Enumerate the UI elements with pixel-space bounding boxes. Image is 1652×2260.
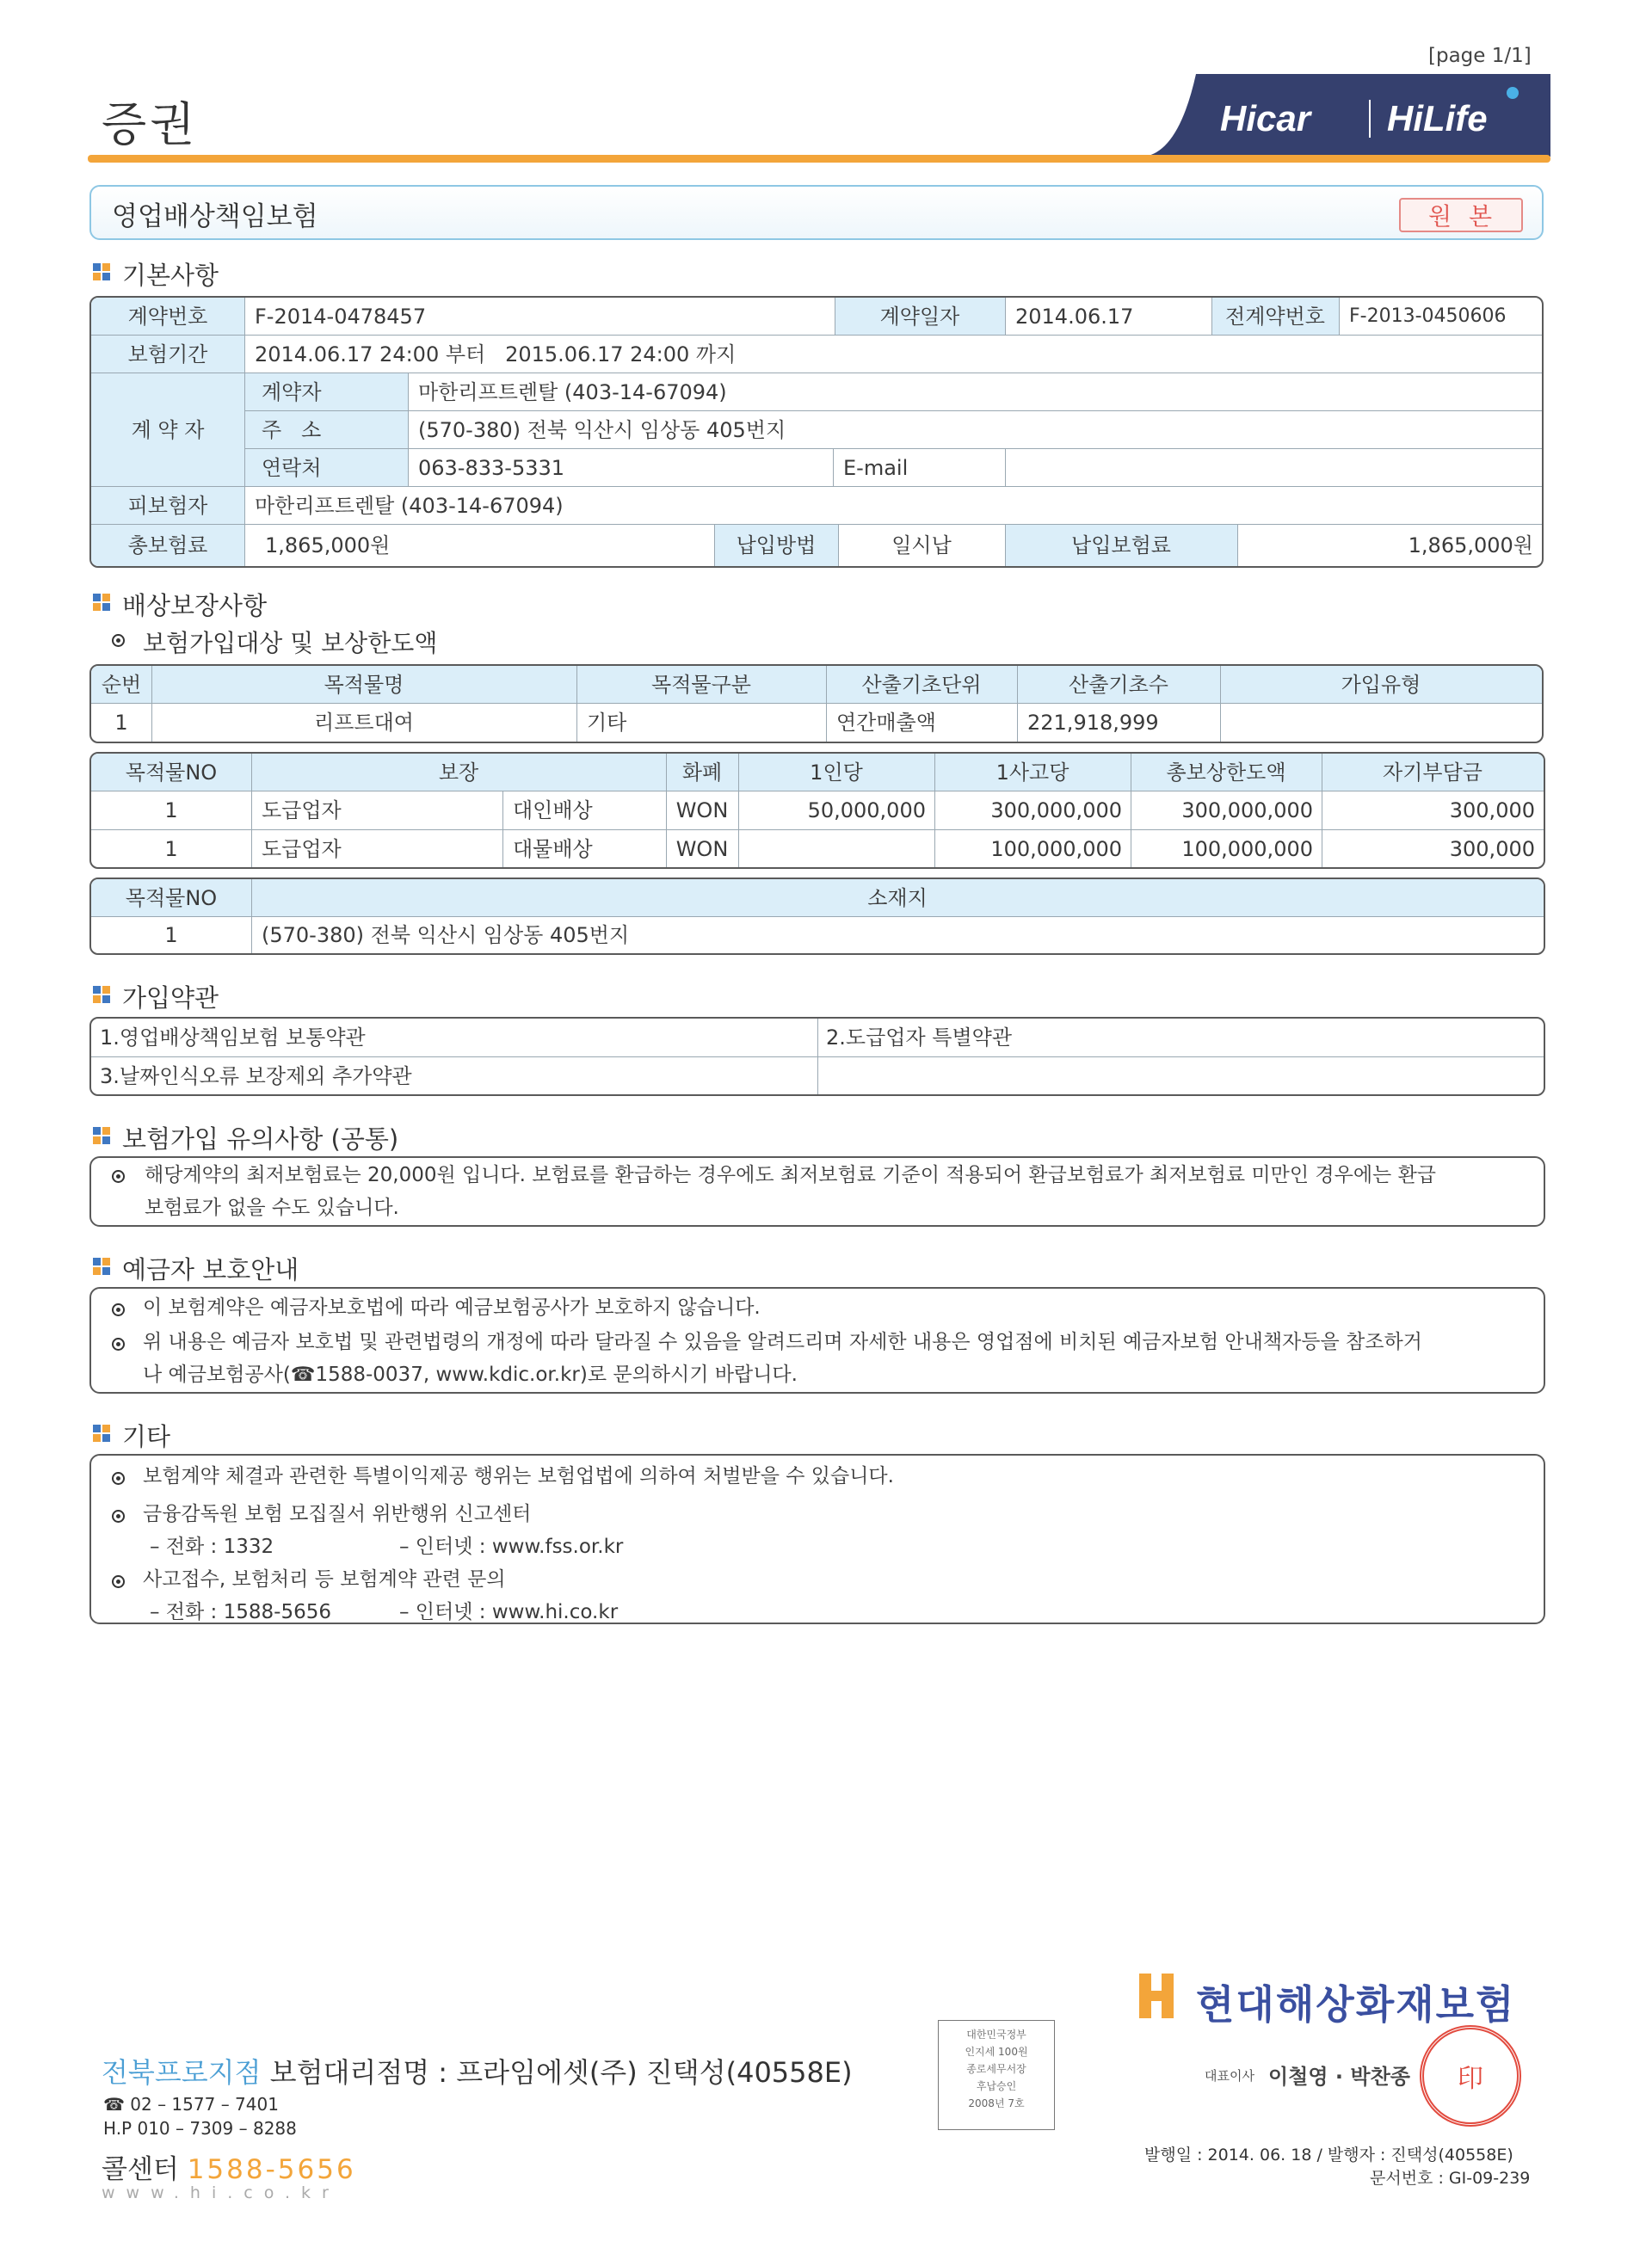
limits-cell: 1 [164,798,178,822]
limits-cell: 300,000,000 [990,798,1122,822]
limits-cell: 300,000,000 [1181,798,1313,822]
subsection-title: 보험가입대상 및 보상한도액 [143,629,438,657]
section-title-depositor: 예금자 보호안내 [122,1255,299,1284]
stamp-line: 종로세무서장 [966,2063,1026,2075]
period-label: 보험기간 [91,336,244,373]
contract-no-label: 계약번호 [91,298,244,335]
depositor-line: 나 예금보험공사(☎1588-0037, www.kdic.or.kr)로 문의하시기 바랍니다. [143,1364,798,1386]
limits-cell: 대인배상 [513,798,593,822]
agency-info [102,2051,853,2091]
bullet-icon [112,1472,125,1485]
limits-cell: 도급업자 [262,798,342,822]
etc-line: – 인터넷 : www.hi.co.kr [399,1601,619,1623]
header-divider [88,155,1550,163]
stamp-line: 후납승인 [976,2080,1017,2092]
notice-line: 해당계약의 최저보험료는 20,000원 입니다. 보험료를 환급하는 경우에도 최저보험료 기준이 적용되어 환급보험료가 최저보험료 미만인 경우에는 환급 [145,1164,1437,1186]
company-name: 현대해상화재보험 [1196,1981,1516,2028]
limits-header-cell: 보장 [251,754,666,791]
objects-header-cell: 가입유형 [1220,666,1542,703]
section-title-notice: 보험가입 유의사항 (공통) [122,1124,399,1154]
total-premium: 1,865,000원 [265,533,391,557]
section-icon [93,1127,110,1144]
objects-table [89,664,1544,743]
etc-line: 금융감독원 보험 모집질서 위반행위 신고센터 [143,1503,532,1525]
objects-cell: 기타 [587,711,627,735]
objects-header-cell: 순번 [91,666,151,703]
limits-cell: 300,000 [1449,836,1535,861]
limits-cell: 300,000 [1449,798,1535,822]
etc-line: – 전화 : 1332 [150,1536,274,1558]
location-cell: 1 [164,923,178,947]
objects-header-cell: 산출기초단위 [826,666,1017,703]
clauses-table [89,1017,1545,1096]
objects-cell [1220,704,1542,742]
website-link[interactable]: www.hi.co.kr [102,2183,340,2202]
contract-no: F-2014-0478457 [255,304,427,329]
clause-item: 1.영업배상책임보험 보통약관 [100,1025,366,1050]
email-value [1005,449,1542,486]
section-icon [93,1425,110,1442]
clause-item [817,1057,1544,1094]
limits-header-cell: 1사고당 [934,754,1131,791]
call-center-label: 콜센터 [102,2154,179,2185]
contract-date-label: 계약일자 [835,298,1005,335]
revenue-stamp-box [938,2020,1055,2130]
document-number: 문서번호 : GI-09-239 [1370,2169,1531,2188]
section-title-etc: 기타 [122,1422,171,1451]
branch-name: 전북프로지점 [102,2056,262,2089]
basic-info-table [89,296,1544,568]
agency-hp: H.P 010 – 7309 – 8288 [103,2118,297,2139]
etc-line: 보험계약 체결과 관련한 특별이익제공 행위는 보험업법에 의하여 처벌받을 수 있습니다. [143,1465,894,1487]
section-icon [93,263,110,280]
original-stamp: 원본 [1399,198,1523,232]
prev-contract-no: F-2013-0450606 [1349,305,1507,327]
contract-date: 2014.06.17 [1015,304,1134,329]
bullet-icon [112,1575,125,1588]
hyundai-logo-icon [1136,1974,1177,2018]
limits-header-cell: 화폐 [666,754,738,791]
agency-tel: ☎ 02 – 1577 – 7401 [103,2094,279,2115]
limits-header-cell: 목적물NO [91,754,251,791]
payment-method: 일시납 [891,533,952,557]
objects-header-cell: 목적물명 [151,666,576,703]
objects-header-cell: 산출기초수 [1017,666,1220,703]
limits-cell: 100,000,000 [1181,836,1313,861]
objects-header-cell: 목적물구분 [576,666,826,703]
section-title-coverage: 배상보장사항 [122,591,268,620]
location-cell: (570-380) 전북 익산시 임상동 405번지 [262,923,630,947]
brand-hicar: Hicar [1220,98,1311,139]
prev-contract-label: 전계약번호 [1211,298,1339,335]
section-icon [93,986,110,1003]
insured-name: 마한리프트렌탈 (403-14-67094) [255,493,564,518]
insurance-period: 2014.06.17 24:00 부터 2015.06.17 24:00 까지 [255,342,737,366]
paid-premium: 1,865,000원 [1408,533,1533,557]
stamp-line: 대한민국정부 [966,2029,1026,2041]
limits-cell: 대물배상 [513,836,593,861]
section-icon [93,1258,110,1275]
total-premium-label: 총보험료 [91,525,244,566]
brand-hilife: HiLife [1387,98,1488,139]
contractor-name: 마한리프트렌탈 (403-14-67094) [418,379,727,404]
issue-info: 발행일 : 2014. 06. 18 / 발행자 : 진택성(40558E) [1144,2146,1513,2165]
contractor-group-label: 계 약 자 [91,373,244,486]
section-title-basic: 기본사항 [122,261,219,290]
bullet-icon [112,1170,125,1183]
limits-header-cell: 1인당 [738,754,934,791]
limits-cell: 50,000,000 [807,798,926,822]
email-label: E-mail [843,455,909,480]
brand-banner [1144,74,1550,157]
objects-cell: 221,918,999 [1027,711,1159,735]
section-title-clauses: 가입약관 [122,983,219,1013]
section-icon [93,594,110,611]
page-number: [page 1/1] [1428,45,1532,67]
insured-label: 피보험자 [91,487,244,524]
ceo-label: 대표이사 [1205,2068,1254,2084]
limits-cell: WON [675,798,729,822]
etc-line: – 전화 : 1588-5656 [150,1601,331,1623]
limits-header-cell: 총보상한도액 [1131,754,1322,791]
stamp-line: 2008년 7호 [968,2097,1025,2109]
bullet-icon [112,1303,125,1316]
contact-number: 063-833-5331 [418,455,565,480]
ceo-names: 이철영 · 박찬종 [1268,2065,1410,2089]
depositor-line: 이 보험계약은 예금자보호법에 따라 예금보험공사가 보호하지 않습니다. [143,1296,761,1319]
page-title: 증권 [102,97,199,151]
contractor-label: 계약자 [244,373,408,410]
location-header-cell: 목적물NO [91,879,251,916]
etc-line: – 인터넷 : www.fss.or.kr [399,1536,624,1558]
limits-cell: 도급업자 [262,836,342,861]
sub-bullet-icon [112,634,125,647]
notice-line: 보험료가 없을 수도 있습니다. [145,1197,399,1219]
company-seal: 印 [1420,2025,1521,2127]
limits-header-cell: 자기부담금 [1322,754,1544,791]
location-header-cell: 소재지 [251,879,1544,916]
location-table [89,878,1545,955]
objects-cell: 1 [114,711,128,735]
call-center-number: 1588-5656 [187,2154,356,2185]
limits-cell: 100,000,000 [990,836,1122,861]
bullet-icon [112,1338,125,1351]
call-center [102,2147,356,2186]
limits-cell: WON [675,836,729,861]
stamp-line: 인지세 100원 [965,2046,1028,2058]
product-name: 영업배상책임보험 [112,201,318,232]
agency-name: 보험대리점명 : 프라임에셋(주) 진택성(40558E) [269,2056,853,2089]
bullet-icon [112,1510,125,1523]
limits-cell: 1 [164,836,178,861]
depositor-line: 위 내용은 예금자 보호법 및 관련법령의 개정에 따라 달라질 수 있음을 알려드리며 자세한 내용은 영업점에 비치된 예금자보험 안내책자등을 참조하거 [143,1331,1422,1353]
clause-item: 3.날짜인식오류 보장제외 추가약관 [100,1063,412,1088]
address-label: 주 소 [244,411,408,448]
limits-cell [738,830,934,867]
objects-cell: 리프트대여 [314,711,414,735]
objects-cell: 연간매출액 [836,711,936,735]
contact-label: 연락처 [244,449,408,486]
payment-method-label: 납입방법 [714,525,838,566]
etc-line: 사고접수, 보험처리 등 보험계약 관련 문의 [143,1568,506,1591]
coverage-limits-table [89,752,1545,869]
contractor-address: (570-380) 전북 익산시 임상동 405번지 [418,417,786,442]
clause-item: 2.도급업자 특별약관 [826,1025,1012,1050]
paid-premium-label: 납입보험료 [1005,525,1237,566]
